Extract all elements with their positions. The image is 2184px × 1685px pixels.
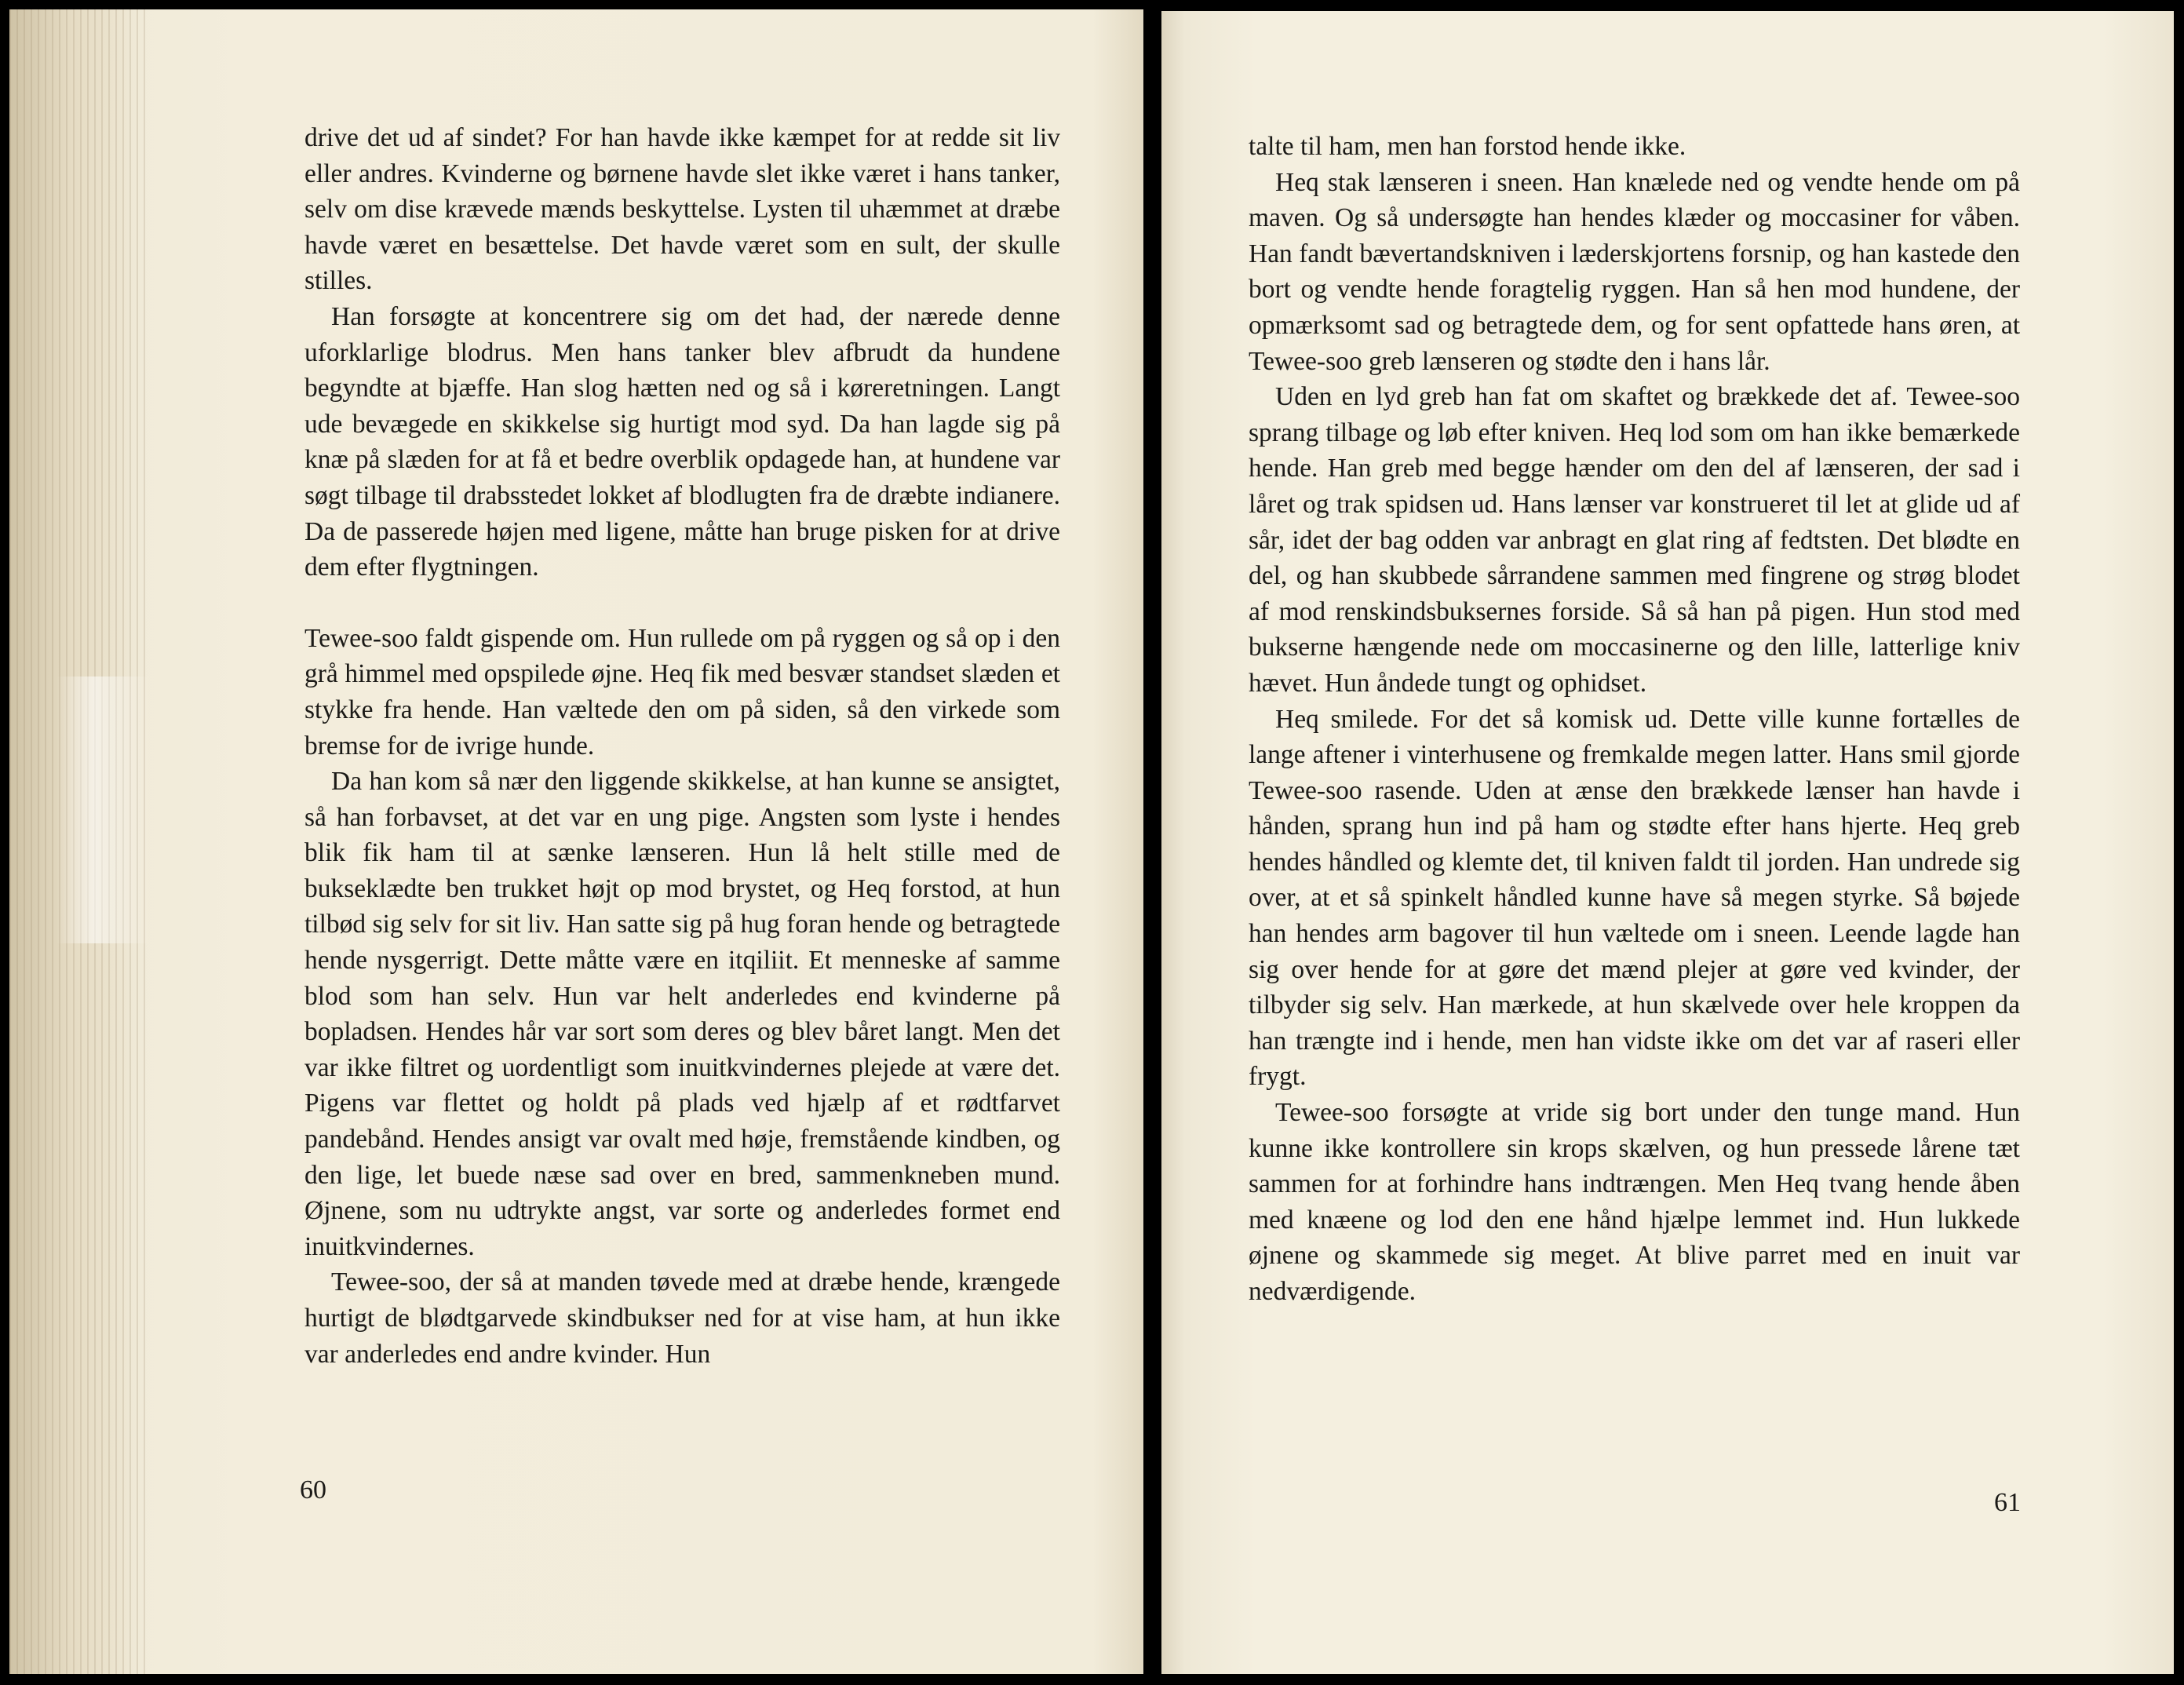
paragraph: talte til ham, men han forstod hende ikke.	[1249, 132, 1686, 161]
paragraph: Tewee-soo, der så at manden tøvede med at dræbe hende, krængede hurtigt de blødtgarvede skindbukser ned for at vise ham, at hun ikke var anderledes end andre kvinder. Hun	[304, 1267, 1060, 1369]
paragraph: Da han kom så nær den liggende skikkelse, at han kunne se ansigtet, så han forbavset, at det var en ung pige. Angsten som lyste i hendes blik fik ham til at sænke lænseren. Hun lå helt stille med de bukseklædte ben trukket højt op mod brystet, og Heq forstod, at hun tilbød sig selv for sit liv. Han satte sig på hug foran hende og betragtede hende nysgerrigt. Dette måtte være en itqiliit. Et menneske af samme blod som han selv. Hun var helt anderledes end kvinderne på bopladsen. Hendes hår var sort som deres og blev båret langt. Men det var ikke filtret og uordentligt som inuitkvindernes plejede at være det. Pigens var flettet og holdt på plads ved hjælp af et rødtfarvet pandebånd. Hendes ansigt var ovalt med høje, fremstående kindben, og den lige, let buede næse sad over en bred, sammenkneben mund. Øjnene, som nu udtrykte angst, var sorte og anderledes formet end inuitkvindernes.	[304, 767, 1060, 1261]
paragraph: Han forsøgte at koncentrere sig om det had, der nærede denne uforklarlige blodrus. Men hans tanker blev afbrudt da hundene begyndte at bjæffe. Han slog hætten ned og så i køreretningen. Langt ude bevægede en skikkelse sig hurtigt mod syd. Da han lagde sig på knæ på slæden for at få et bedre overblik opdagede han, at hundene var søgt tilbage til drabsstedet lokket af blodlugten fra de dræbte indianere. Da de passerede højen med ligene, måtte han bruge pisken for at drive dem efter flygtningen.	[304, 301, 1060, 582]
paragraph: Tewee-soo forsøgte at vride sig bort under den tunge mand. Hun kunne ikke kontrollere sin krops skælven, og hun pressede lårene tæt sammen for at forhindre hans indtrængen. Men Heq tvang hende åben med knæene og lod den ene hånd hjælpe lemmet ind. Hun lukkede øjnene og skammede sig meget. At blive parret med en inuit var nedværdigende.	[1249, 1098, 2020, 1306]
page-number-right: 61	[1994, 1488, 2021, 1517]
right-page-text	[1249, 129, 2020, 1310]
paragraph: Uden en lyd greb han fat om skaftet og brækkede det af. Tewee-soo sprang tilbage og løb efter kniven. Heq lod som om han ikke bemærkede hende. Han greb med begge hænder om den del af lænseren, der sad i låret og trak spidsen ud. Hans lænser var konstrueret til let at glide ud af sår, idet der bag odden var anbragt en glat ring af fedtsten. Det blødte en del, og han skubbede sårrandene sammen med fingrene og strøg blodet af mod renskindsbuksernes forside. Så så han på pigen. Hun stod med bukserne hængende nede om moccasinerne og den lille, latterlige kniv hævet. Hun åndede tungt og ophidset.	[1249, 382, 2020, 698]
left-page-text	[304, 120, 1060, 1372]
paragraph: Tewee-soo faldt gispende om. Hun rullede om på ryggen og så op i den grå himmel med opspilede øjne. Heq fik med besvær standset slæden et stykke fra hende. Han væltede den om på siden, så den virkede som bremse for de ivrige hunde.	[304, 623, 1060, 760]
paragraph: Heq stak lænseren i sneen. Han knælede ned og vendte hende om på maven. Og så undersøgte han hendes klæder og moccasiner for våben. Han fandt bævertandskniven i læderskjortens forsnip, og han kastede den bort og vendte hende foragtelig ryggen. Han så hen mod hundene, der opmærksomt sad og betragtede dem, og for sent opfattede hans øren, at Tewee-soo greb lænseren og stødte den i hans lår.	[1249, 167, 2020, 376]
page-edge-wear	[57, 677, 151, 943]
paragraph: drive det ud af sindet? For han havde ikke kæmpet for at redde sit liv eller andres. Kvinderne og børnene havde slet ikke været i hans tanker, selv om dise krævede mænds beskyttelse. Lysten til uhæmmet at dræbe havde været en besættelse. Det havde været som en sult, der skulle stilles.	[304, 123, 1060, 296]
paragraph: Heq smilede. For det så komisk ud. Dette ville kunne fortælles de lange aftener i vinterhusene og fremkalde megen latter. Hans smil gjorde Tewee-soo rasende. Uden at ænse den brækkede lænser han havde i hånden, sprang hun ind på ham og stødte efter hans hjerte. Heq greb hendes håndled og klemte det, til kniven faldt til jorden. Han undrede sig over, at et så spinkelt håndled kunne have så megen styrke. Så bøjede han hendes arm bagover til hun væltede om i sneen. Leende lagde han sig over hende for at gøre det mænd plejer at gøre ved kvinder, der tilbyder sig selv. Han mærkede, at hun skælvede over hele kroppen da han trængte ind i hende, men han vidste ikke om det var af raseri eller frygt.	[1249, 704, 2020, 1092]
page-number-left: 60	[300, 1475, 326, 1504]
